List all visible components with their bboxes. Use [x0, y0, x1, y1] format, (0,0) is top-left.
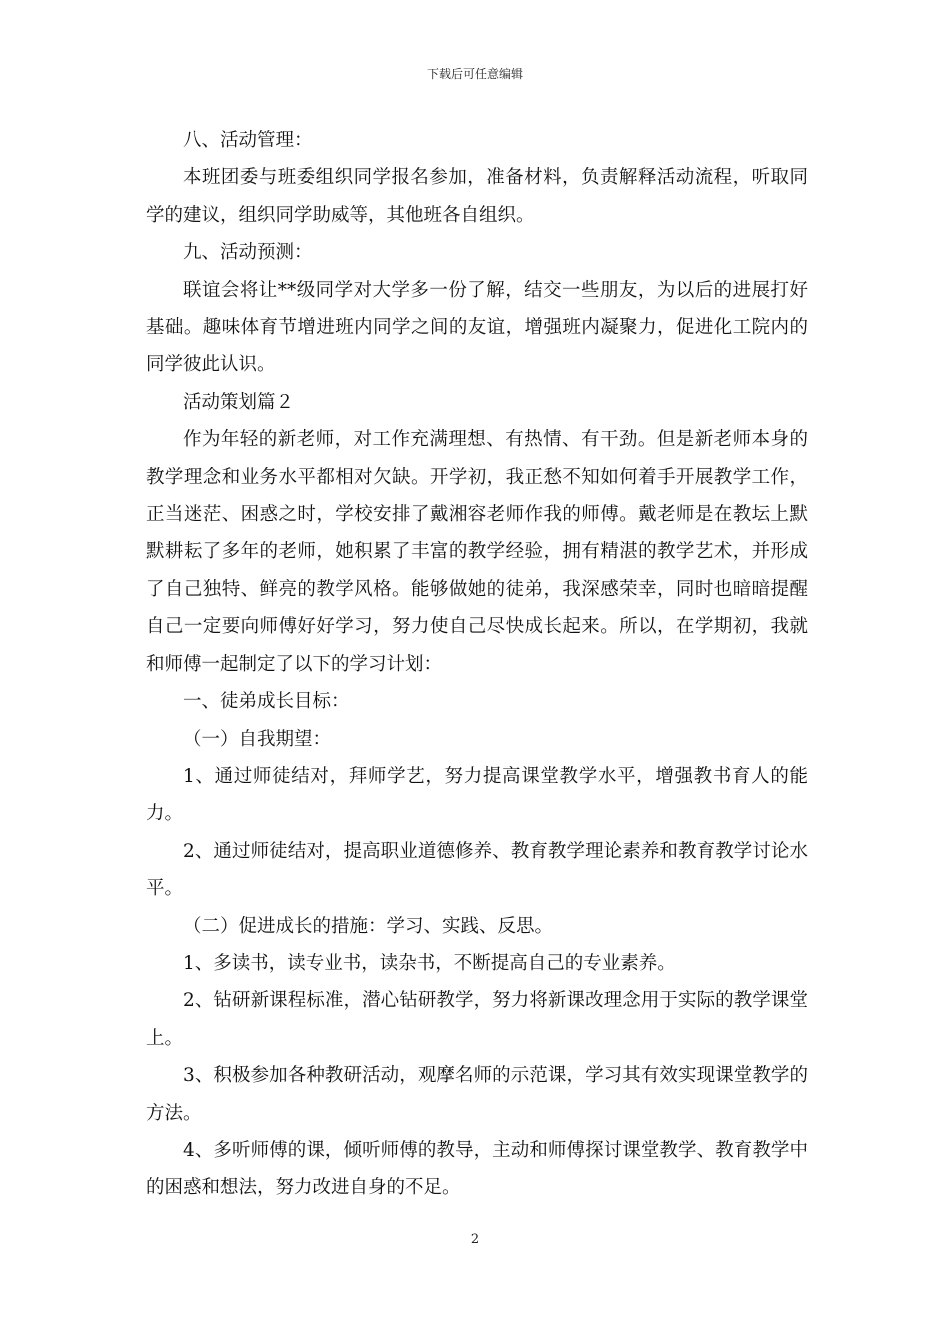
- page-number: 2: [470, 1232, 480, 1247]
- paragraph: 联谊会将让**级同学对大学多一份了解，结交一些朋友，为以后的进展打好基础。趣味体育节增进班内同学之间的友谊，增强班内凝聚力，促进化工院内的同学彼此认识。: [146, 279, 808, 376]
- page-header: 下载后可任意编辑: [426, 67, 523, 81]
- paragraph: 作为年轻的新老师，对工作充满理想、有热情、有干劲。但是新老师本身的教学理念和业务水平都相对欠缺。开学初，我正愁不知如何着手开展教学工作，正当迷茫、困惑之时，学校安排了戴湘容老师作我的师傅。戴老师是在教坛上默默耕耘了多年的老师，她积累了丰富的教学经验，拥有精湛的教学艺术，并形成了自己独特、鲜亮的教学风格。能够做她的徒弟，我深感荣幸，同时也暗暗提醒自己一定要向师傅好好学习，努力使自己尽快成长起来。所以，在学期初，我就和师傅一起制定了以下的学习计划：: [146, 429, 808, 675]
- subsection-heading-self-expectation: （一）自我期望：: [183, 728, 332, 750]
- section-heading-activity-management: 八、活动管理：: [183, 130, 313, 151]
- list-item: 2、通过师徒结对，提高职业道德修养、教育教学理论素养和教育教学讨论水平。: [146, 840, 808, 900]
- subsection-heading-measures: （二）促进成长的措施：学习、实践、反思。: [183, 915, 554, 937]
- list-item: 1、通过师徒结对，拜师学艺，努力提高课堂教学水平，增强教书育人的能力。: [146, 765, 808, 825]
- list-item: 4、多听师傅的课，倾听师傅的教导，主动和师傅探讨课堂教学、教育教学中的困惑和想法，努力改进自身的不足。: [146, 1139, 808, 1199]
- article-title: 活动策划篇２: [183, 391, 295, 413]
- paragraph: 本班团委与班委组织同学报名参加，准备材料，负责解释活动流程，听取同学的建议，组织同学助威等，其他班各自组织。: [146, 167, 808, 226]
- list-item: 1、多读书，读专业书，读杂书，不断提高自己的专业素养。: [183, 952, 676, 974]
- section-heading-activity-forecast: 九、活动预测：: [183, 242, 313, 264]
- list-item: 2、钻研新课程标准，潜心钻研教学，努力将新课改理念用于实际的教学课堂上。: [146, 990, 808, 1049]
- section-heading-growth-goals: 一、徒弟成长目标：: [183, 691, 350, 713]
- list-item: 3、积极参加各种教研活动，观摩名师的示范课，学习其有效实现课堂教学的方法。: [146, 1065, 808, 1124]
- document-body: [146, 122, 808, 1207]
